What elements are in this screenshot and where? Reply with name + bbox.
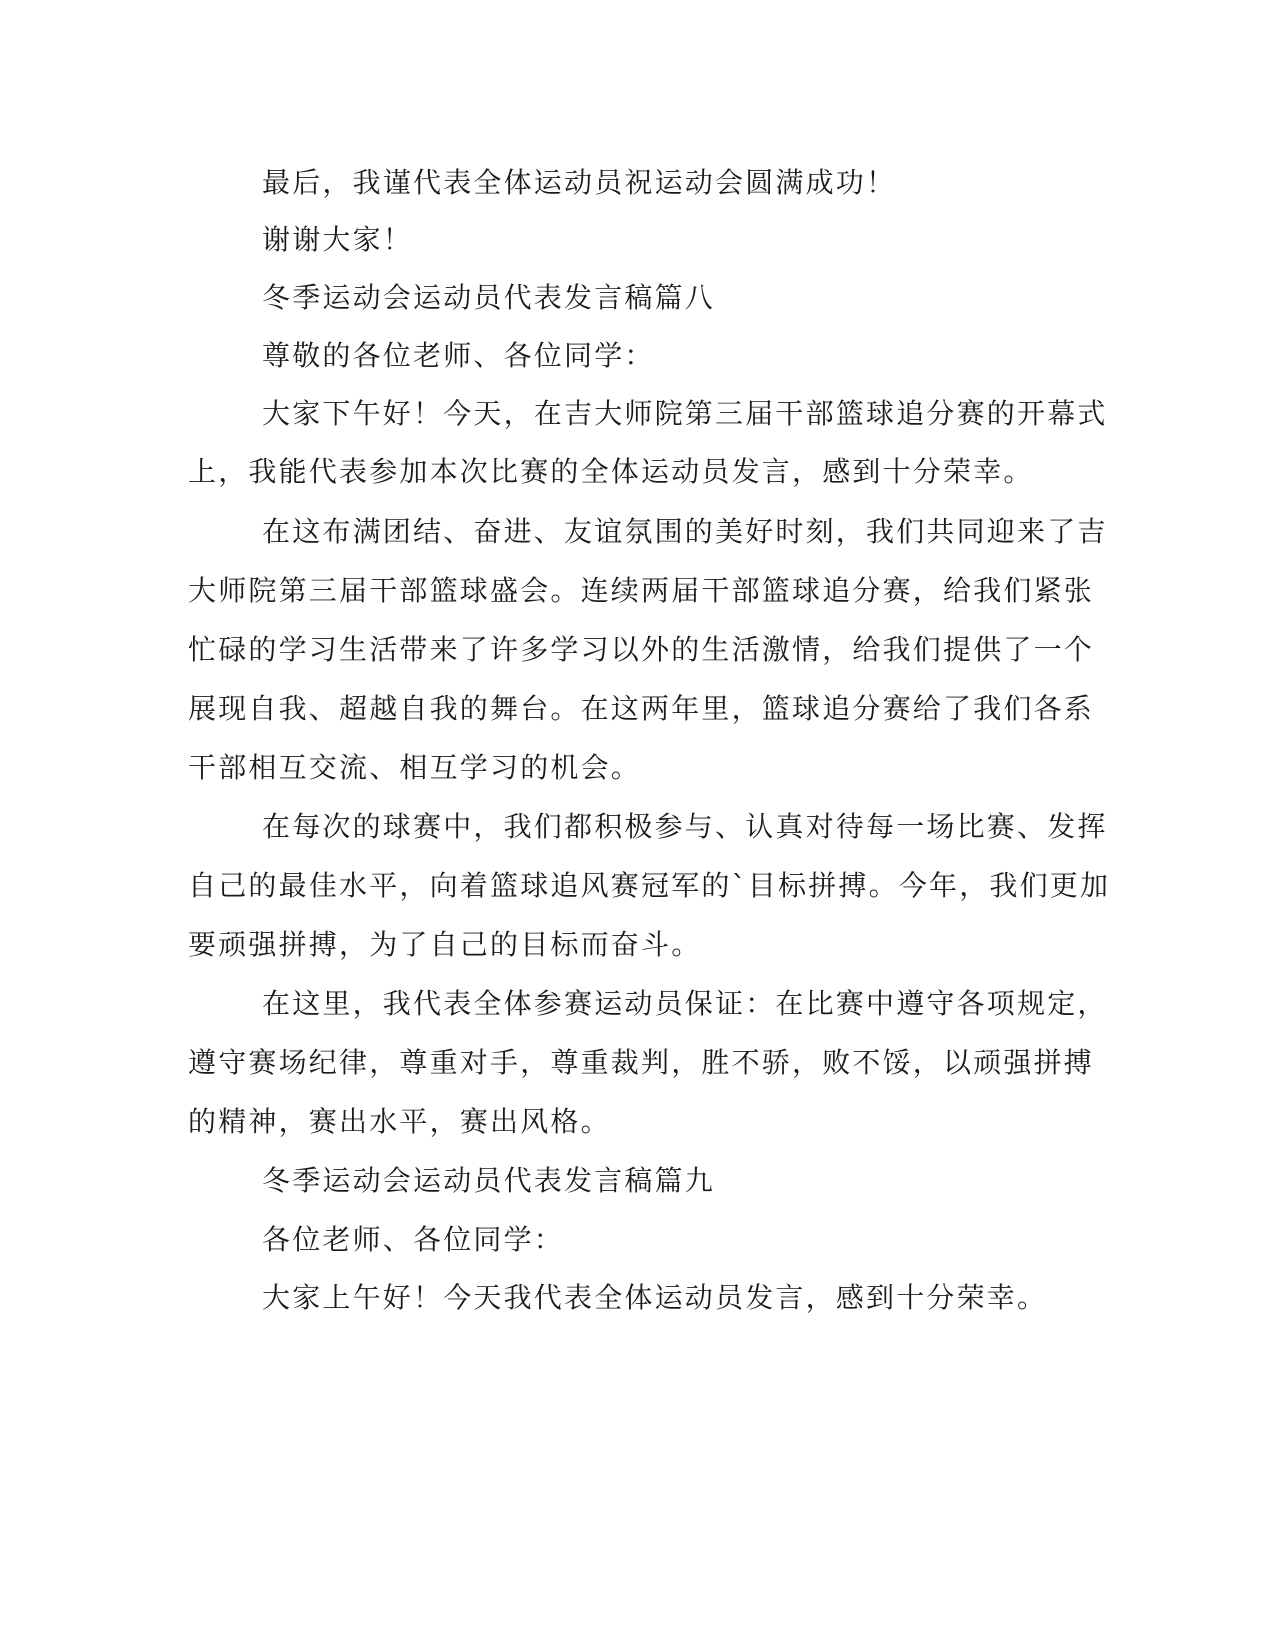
paragraph-line: 自己的最佳水平，向着篮球追风赛冠军的`目标拼搏。今年，我们更加	[188, 869, 1111, 902]
paragraph-line: 要顽强拼搏，为了自己的目标而奋斗。	[188, 928, 702, 961]
closing-line: 最后，我谨代表全体运动员祝运动会圆满成功！	[262, 166, 897, 199]
salutation-9: 各位老师、各位同学：	[262, 1223, 565, 1256]
paragraph-line: 大师院第三届干部篮球盛会。连续两届干部篮球追分赛，给我们紧张	[188, 574, 1095, 607]
section-title-8: 冬季运动会运动员代表发言稿篇八	[262, 281, 716, 314]
paragraph-line: 忙碌的学习生活带来了许多学习以外的生活激情，给我们提供了一个	[188, 633, 1095, 666]
section-title-9: 冬季运动会运动员代表发言稿篇九	[262, 1164, 716, 1197]
paragraph-line: 在每次的球赛中，我们都积极参与、认真对待每一场比赛、发挥	[262, 810, 1108, 843]
paragraph-line: 在这里，我代表全体参赛运动员保证：在比赛中遵守各项规定，	[262, 987, 1108, 1020]
salutation-8: 尊敬的各位老师、各位同学：	[262, 339, 655, 372]
paragraph-line: 展现自我、超越自我的舞台。在这两年里，篮球追分赛给了我们各系	[188, 692, 1095, 725]
paragraph-line: 干部相互交流、相互学习的机会。	[188, 751, 642, 784]
paragraph-line: 遵守赛场纪律，尊重对手，尊重裁判，胜不骄，败不馁，以顽强拼搏	[188, 1046, 1095, 1079]
paragraph-line: 大家下午好！今天，在吉大师院第三届干部篮球追分赛的开幕式	[262, 397, 1108, 430]
thanks-line: 谢谢大家！	[262, 223, 414, 256]
paragraph-line: 的精神，赛出水平，赛出风格。	[188, 1105, 611, 1138]
paragraph-line: 大家上午好！今天我代表全体运动员发言，感到十分荣幸。	[262, 1281, 1048, 1314]
paragraph-line: 在这布满团结、奋进、友谊氛围的美好时刻，我们共同迎来了吉	[262, 515, 1108, 548]
paragraph-line: 上，我能代表参加本次比赛的全体运动员发言，感到十分荣幸。	[188, 455, 1034, 488]
